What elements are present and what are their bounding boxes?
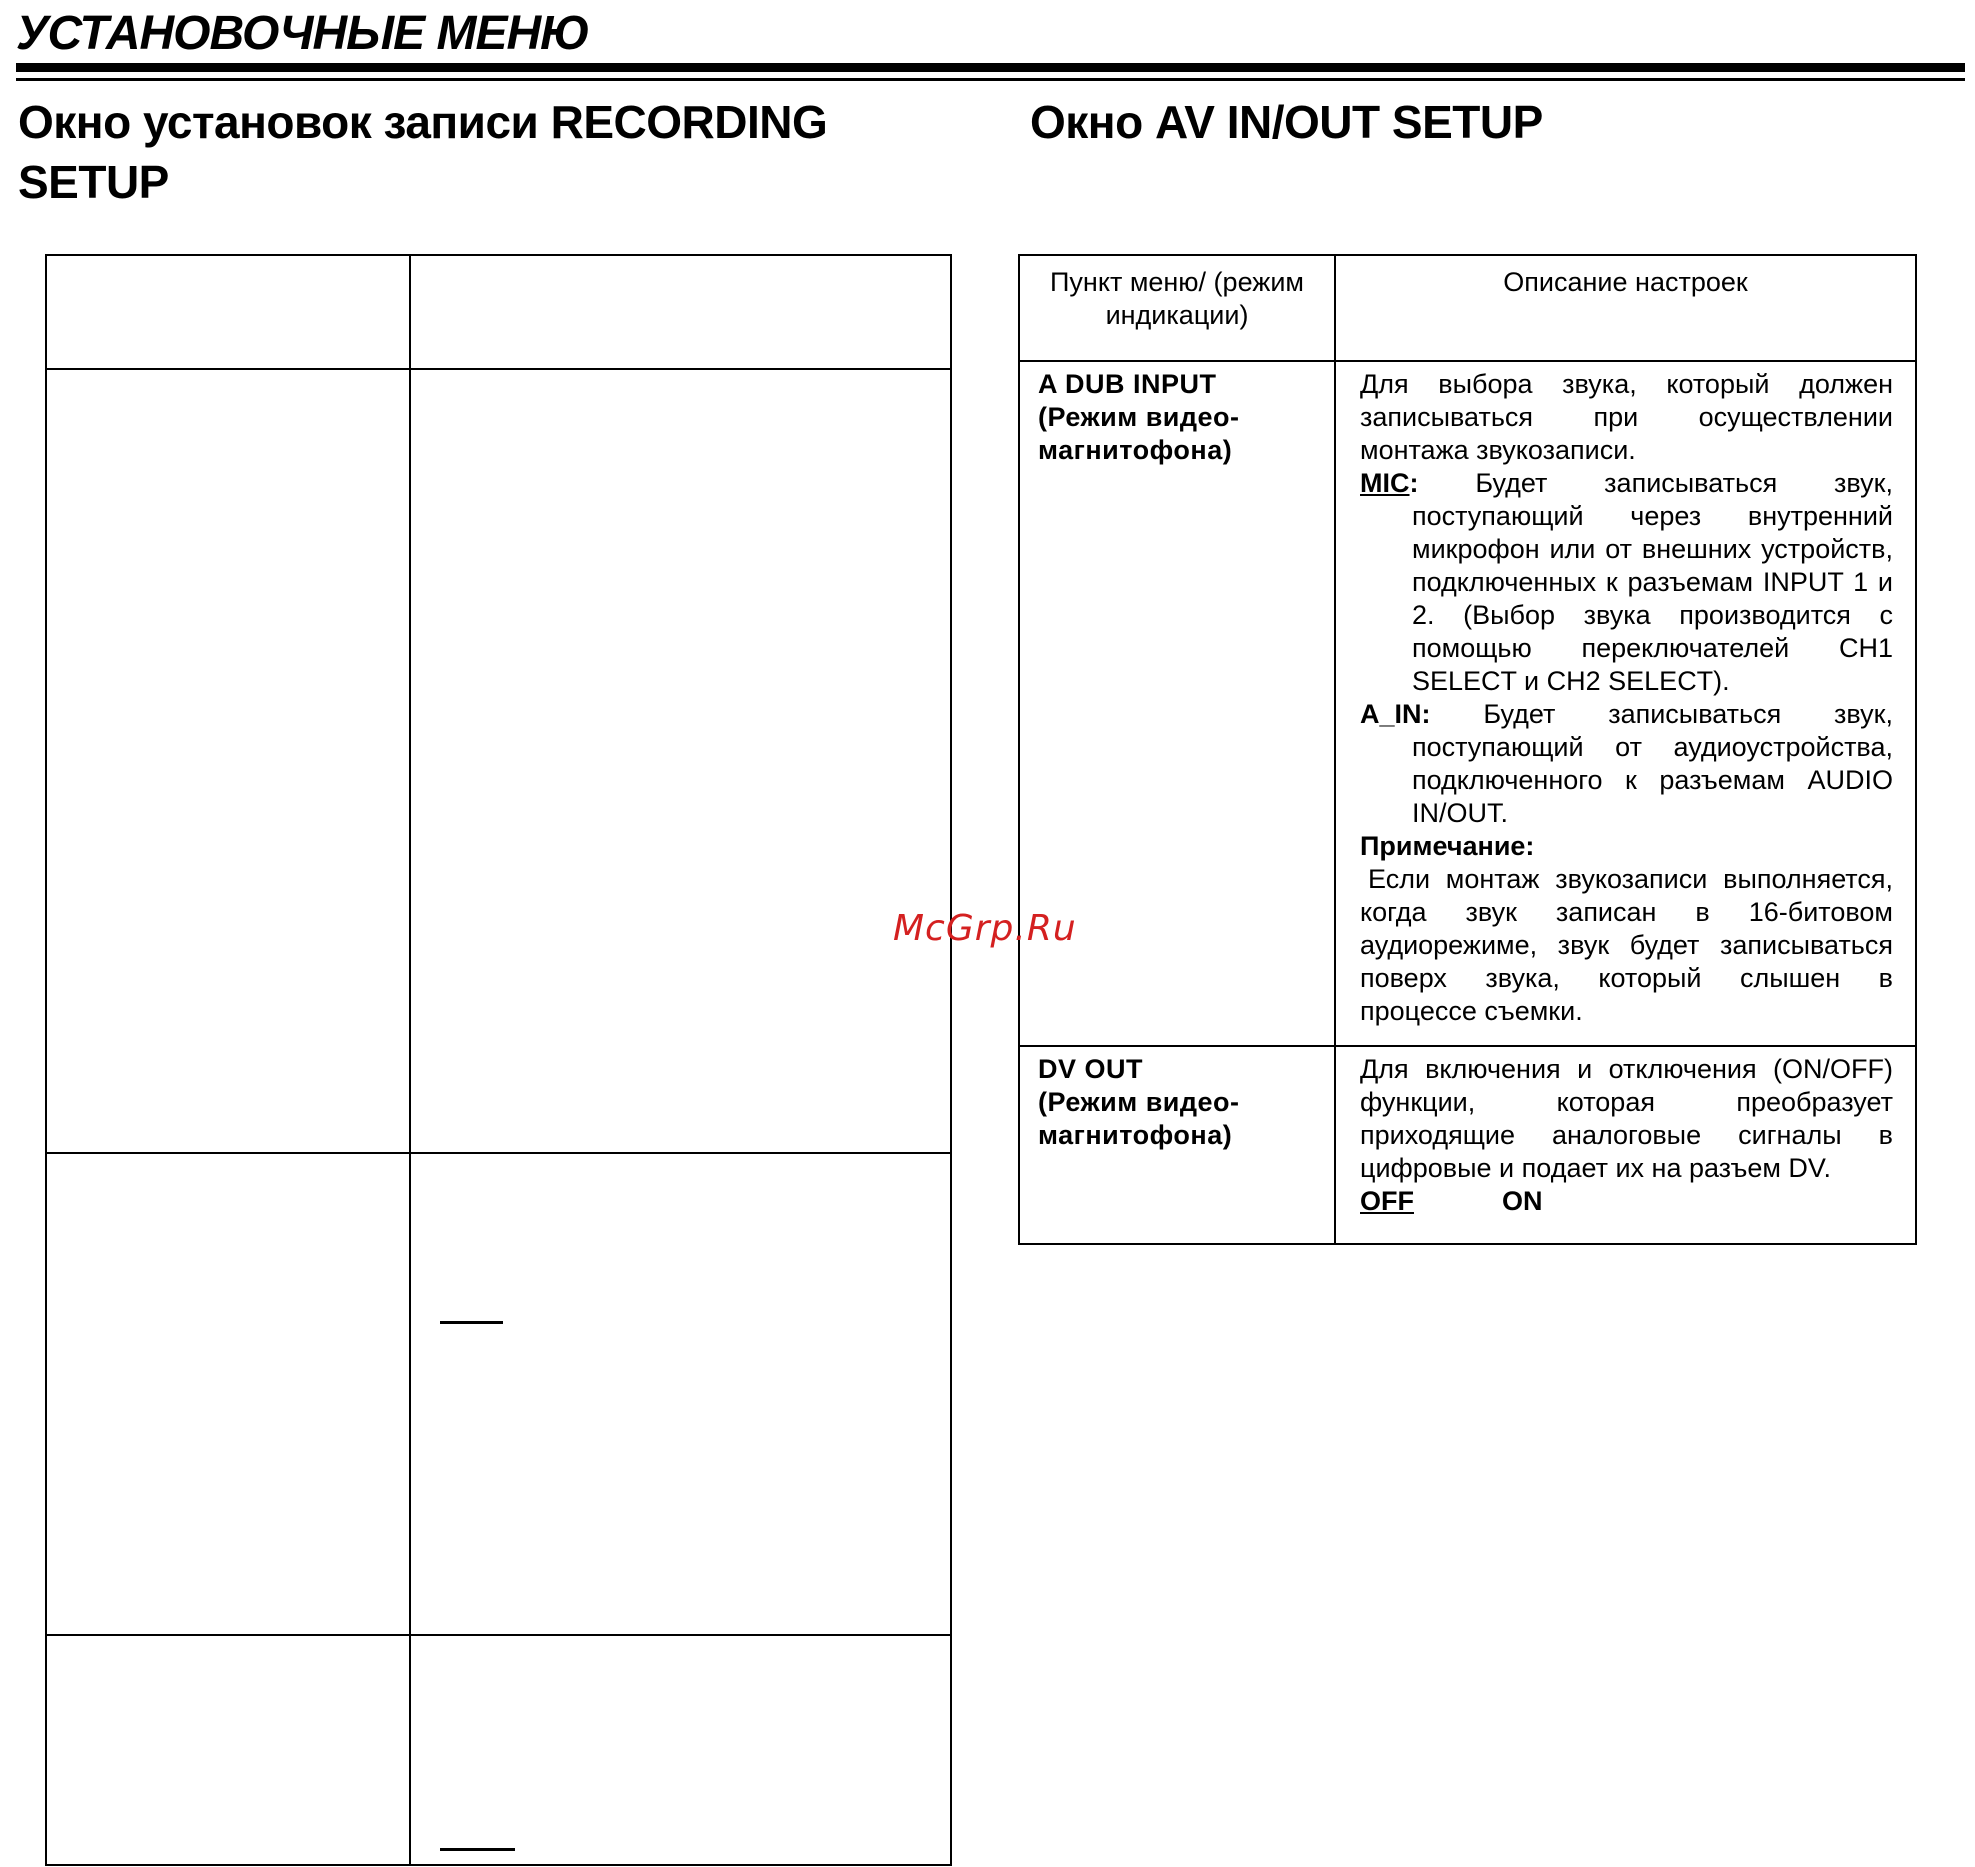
table-header-row (1019, 255, 1916, 361)
option-text: Будет записываться звук, поступающий от аудиоустройства, подключенного к разъемам AUDIO IN/OUT. (1412, 699, 1893, 828)
menu-item-name: DV OUT (1038, 1054, 1144, 1084)
page-header-title: УСТАНОВОЧНЫЕ МЕНЮ (16, 7, 590, 60)
note-title: Примечание: (1360, 831, 1535, 861)
value-on: ON (1502, 1186, 1543, 1216)
header-rule-thin (16, 78, 1965, 81)
description-intro: Для выбора звука, который должен записываться при осуществлении монтажа звукозаписи. (1360, 369, 1893, 465)
av-setup-table (1018, 254, 1917, 1245)
header-menu-item: Пункт меню/ (режим индикации) (1019, 255, 1335, 361)
option-name: MIC (1360, 468, 1410, 498)
header-description: Описание настроек (1335, 255, 1916, 361)
description-cell (1335, 361, 1916, 1046)
description-intro: Для включения и отключения (ON/OFF) функции, которая преобразует приходящие аналоговые сигналы в цифровые и подает их на разъем DV. (1360, 1054, 1893, 1183)
option-text: Будет записываться звук, поступающий через внутренний микрофон или от внешних устройств, подключенных к разъемам INPUT 1 и 2. (Выбор звука производится с помощью переключателей CH1 SELECT и CH2 SELECT). (1412, 468, 1893, 696)
table-row (1019, 361, 1916, 1046)
description-cell (1335, 1046, 1916, 1244)
menu-item-cell (1019, 1046, 1335, 1244)
option-mic: MIC: Будет записываться звук, поступающий через внутренний микрофон или от внешних устройств, подключенных к разъемам INPUT 1 и 2. (Выбор звука производится с помощью переключателей CH1 SELECT и CH2 SELECT). (1360, 468, 1893, 696)
watermark: McGrp.Ru (893, 908, 1077, 949)
table-column-divider (409, 256, 411, 1864)
value-options (1360, 1185, 1893, 1218)
value-off: OFF (1360, 1186, 1414, 1216)
menu-item-mode: (Режим видео-магнитофона) (1038, 1087, 1240, 1150)
header-rule-thick (16, 63, 1965, 72)
table-row-divider (47, 1152, 950, 1154)
av-setup-title: Окно AV IN/OUT SETUP (1030, 96, 1543, 148)
table-row (1019, 1046, 1916, 1244)
menu-item-mode: (Режим видео-магнитофона) (1038, 402, 1240, 465)
underline-mark (440, 1848, 515, 1851)
option-name: A_IN (1360, 699, 1422, 729)
table-row-divider (47, 1634, 950, 1636)
recording-setup-title: Окно установок записи RECORDING SETUP (18, 96, 828, 208)
underline-mark (440, 1321, 503, 1324)
table-row-divider (47, 368, 950, 370)
recording-setup-table (45, 254, 952, 1866)
menu-item-name: A DUB INPUT (1038, 369, 1217, 399)
note-text: Если монтаж звукозаписи выполняется, когда звук записан в 16-битовом аудиорежиме, звук будет записываться поверх звука, который слышен в процессе съемки. (1360, 864, 1893, 1026)
option-a-in: A_IN: Будет записываться звук, поступающий от аудиоустройства, подключенного к разъемам AUDIO IN/OUT. (1360, 699, 1893, 828)
